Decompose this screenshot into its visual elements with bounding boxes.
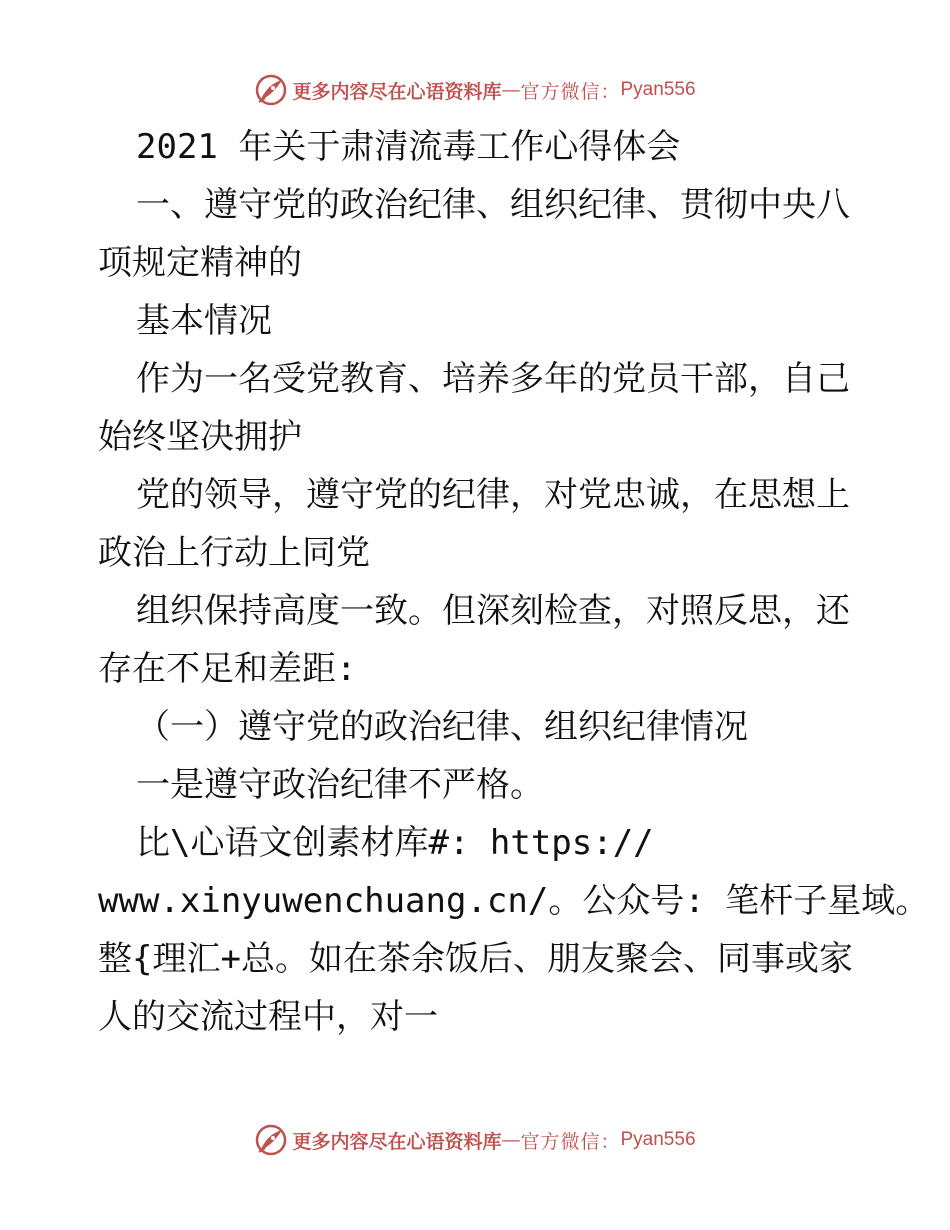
pen-nib-logo-icon [254,1123,288,1157]
watermark-wechat-label: 官方微信： [520,80,621,103]
section-heading-line-cont: 项规定精神的 [98,243,302,283]
document-body [98,118,930,1046]
paragraph-line: 党的领导，遵守党的纪律，对党忠诚，在思想上 [136,475,850,515]
watermark-dash: — [501,1129,521,1151]
paragraph-line: 政治上行动上同党 [98,533,370,573]
paragraph-line: 人的交流过程中，对一 [98,997,438,1037]
paragraph-line: 整{理汇+总。如在茶余饭后、朋友聚会、同事或家 [98,939,853,979]
watermark-text: 更多内容尽在心语资料库 [292,80,502,103]
watermark-wechat-id: Pyan556 [620,1129,696,1150]
paragraph-line: 始终坚决拥护 [98,417,302,457]
subheading-line: 基本情况 [136,301,272,341]
footer-watermark [0,1120,950,1160]
paragraph-line: 组织保持高度一致。但深刻检查，对照反思，还 [136,591,850,631]
document-title: 2021 年关于肃清流毒工作心得体会 [136,127,681,167]
pen-nib-logo-icon [254,73,288,107]
watermark-wechat-id: Pyan556 [620,79,696,100]
watermark-text: 更多内容尽在心语资料库 [292,1130,502,1153]
subsection-heading: （一）遵守党的政治纪律、组织纪律情况 [136,707,748,747]
paragraph-line: www.xinyuwenchuang.cn/。公众号: 笔杆子星域。 [98,881,930,921]
paragraph-line: 一是遵守政治纪律不严格。 [136,765,544,805]
watermark-wechat-label: 官方微信： [520,1130,621,1153]
paragraph-line: 比\心语文创素材库#: https:// [136,823,654,863]
section-heading-line: 一、遵守党的政治纪律、组织纪律、贯彻中央八 [136,185,850,225]
watermark-dash: — [501,79,521,101]
paragraph-line: 存在不足和差距: [98,649,357,689]
paragraph-line: 作为一名受党教育、培养多年的党员干部，自己 [136,359,850,399]
header-watermark [0,70,950,110]
